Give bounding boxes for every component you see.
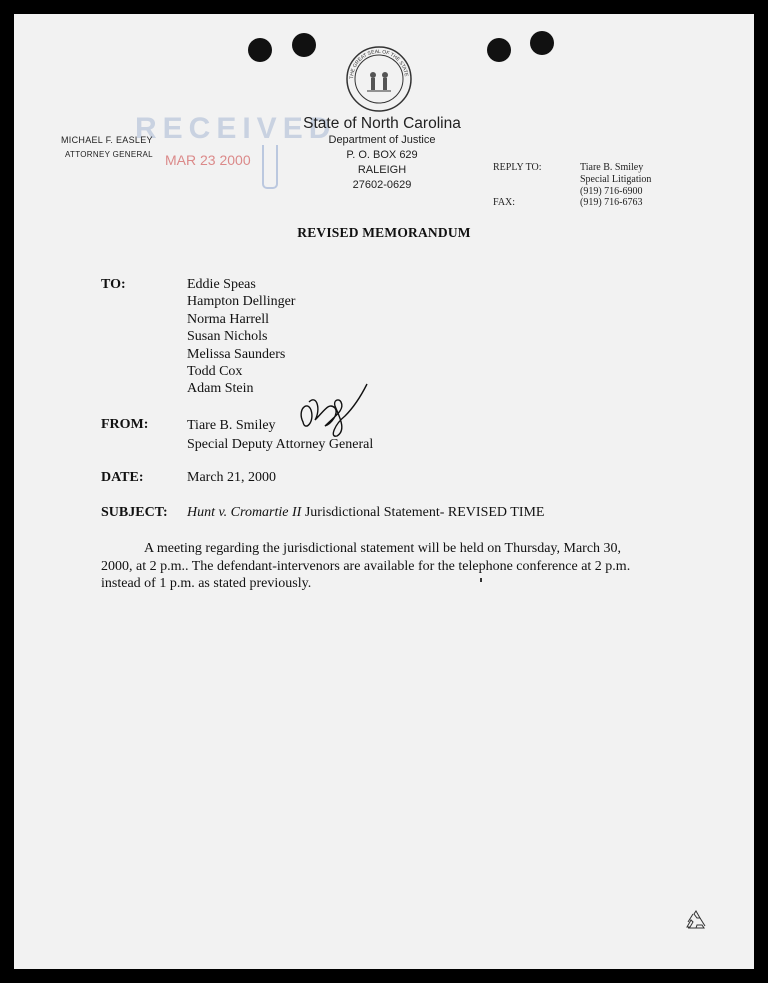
zip-code: 27602-0629 [352,179,412,191]
svg-text:THE GREAT SEAL OF THE STATE OF [345,45,409,79]
recipient: Susan Nichols [187,329,268,345]
memo-title: REVISED MEMORANDUM [297,225,471,240]
stamp-date: MAR 23 2000 [165,152,251,168]
fax-number: (919) 716-6763 [580,197,643,208]
from-title: Special Deputy Attorney General [187,437,374,452]
stray-mark [480,578,482,582]
body-line: 2000, at 2 p.m.. The defendant-intervenors are available for the telephone conference at 2 p.m. [101,558,631,574]
seal-lettering: THE GREAT SEAL OF THE STATE [348,48,409,80]
punch-hole [487,38,511,62]
memo-date: March 21, 2000 [187,470,277,485]
received-stamp: RECEIVED [135,112,337,145]
recipient: Adam Stein [187,381,254,397]
date-label: DATE: [101,470,144,485]
memo-body [101,540,661,593]
handwritten-signature [295,380,375,440]
recipient: Norma Harrell [187,311,270,327]
attorney-general-name: MICHAEL F. EASLEY [61,135,153,145]
subject-case-name: Hunt v. Cromartie II [187,505,302,520]
subject-label: SUBJECT: [101,505,168,520]
punch-hole [248,38,272,62]
reply-department: Special Litigation [580,174,652,185]
from-name: Tiare B. Smiley [187,418,276,433]
fax-label: FAX: [493,197,516,208]
po-box: P. O. BOX 629 [346,149,418,161]
recipient: Melissa Saunders [187,346,286,362]
recipient: Hampton Dellinger [187,294,296,310]
reply-phone: (919) 716-6900 [580,186,643,197]
reply-name: Tiare B. Smiley [580,162,644,173]
punch-hole [530,31,554,55]
state-seal-icon [345,45,413,113]
recipient: Todd Cox [187,364,243,380]
state-title: State of North Carolina [303,115,461,132]
recipient: Eddie Speas [187,277,256,292]
subject-text: Jurisdictional Statement- REVISED TIME [301,505,545,520]
to-label: TO: [101,277,126,292]
recycle-icon [682,908,710,936]
body-line: A meeting regarding the jurisdictional statement will be held on Thursday, March 30, [144,541,622,556]
department-name: Department of Justice [328,134,436,146]
city: RALEIGH [357,164,407,176]
body-line: instead of 1 p.m. as stated previously. [101,576,312,591]
from-label: FROM: [101,417,149,432]
punch-hole [292,33,316,57]
stamp-bracket [262,145,278,189]
reply-to-label: REPLY TO: [493,162,542,173]
attorney-general-title: ATTORNEY GENERAL [65,150,153,159]
subject-line [187,505,544,521]
recipient-list [187,276,295,398]
